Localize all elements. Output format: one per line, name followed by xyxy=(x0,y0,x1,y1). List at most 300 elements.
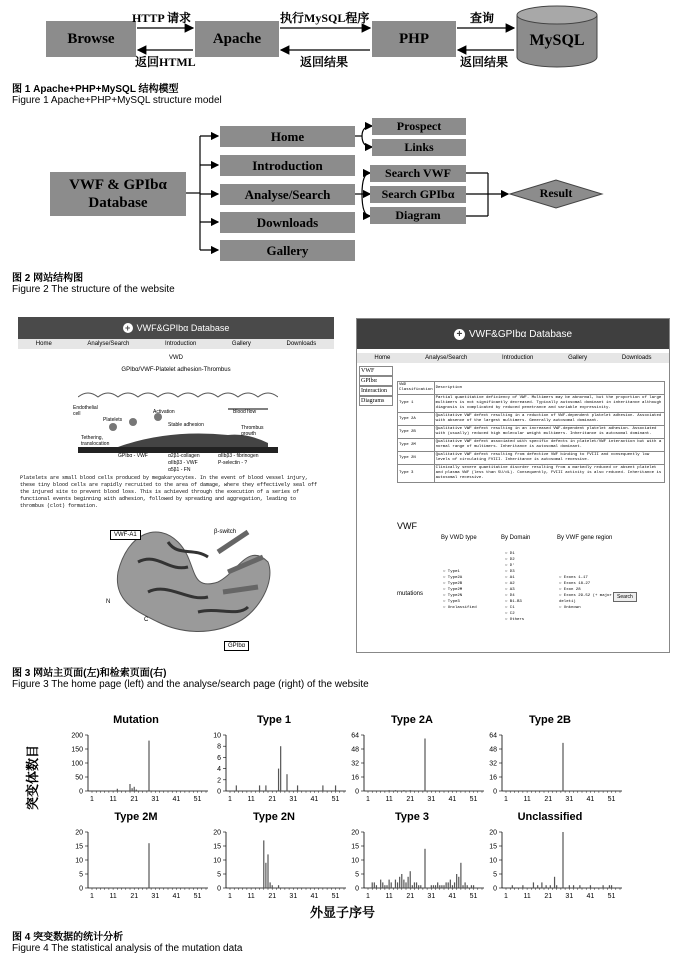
bar xyxy=(416,882,417,888)
y-tick-label: 0 xyxy=(355,788,359,796)
y-tick-label: 15 xyxy=(489,843,497,851)
y-tick-label: 2 xyxy=(217,777,221,785)
y-tick-label: 15 xyxy=(75,843,83,851)
bar xyxy=(448,882,449,888)
y-tick-label: 16 xyxy=(351,774,359,782)
site-title: VWF&GPIbα Database xyxy=(136,323,230,333)
y-tick-label: 15 xyxy=(351,843,359,851)
chart-title: Mutation xyxy=(113,714,159,726)
bar xyxy=(117,789,118,791)
row-desc: Qualitative VWF defect associated with specific defects in platelet/VWF interaction but with a normal range of multimers. Inheritance is autosomal dominant. xyxy=(434,439,664,452)
diagram-labels xyxy=(73,397,283,473)
table-row xyxy=(398,426,665,439)
x-tick-label: 11 xyxy=(523,796,531,803)
filter-head-type: By VWD type xyxy=(441,535,477,541)
x-tick-label: 41 xyxy=(310,796,319,803)
lbl-tethering: Tethering, translocation xyxy=(81,435,110,447)
chart-panel xyxy=(489,811,622,900)
bar xyxy=(374,882,375,888)
nav-downloads[interactable]: Downloads xyxy=(286,341,317,347)
fig1-caption-en: Figure 1 Apache+PHP+MySQL structure model xyxy=(12,95,222,106)
bar xyxy=(431,885,432,888)
domain-radio[interactable]: ○ Others xyxy=(505,618,525,622)
x-tick-label: 31 xyxy=(427,893,436,900)
x-tick-label: 31 xyxy=(289,796,298,803)
table-row xyxy=(398,395,665,413)
bar xyxy=(259,785,260,791)
x-tick-label: 51 xyxy=(607,796,616,803)
bar xyxy=(236,785,237,791)
mutation-charts xyxy=(0,705,682,905)
domain-radio[interactable]: ○ D1 xyxy=(505,552,515,556)
row-desc: Partial quantitative deficiency of VWF. Multimers may be abnormal, but the proportion of large multimers is not significantly decreased. Typically autosomal dominant in inheritance although diagnosis is complicated by reduced penetrance and variable expressivity. xyxy=(434,395,664,413)
home-page-screenshot xyxy=(18,317,334,655)
x-tick-label: 31 xyxy=(151,893,160,900)
chart-title: Type 3 xyxy=(394,811,430,823)
bar xyxy=(550,885,551,888)
fig4-ylabel: 突变体数目 xyxy=(25,744,40,810)
y-tick-label: 10 xyxy=(213,732,221,740)
fig1-caption-cn: 图 1 Apache+PHP+MySQL 结构模型 xyxy=(12,84,179,95)
y-tick-label: 64 xyxy=(489,732,497,740)
row-type: Type 1 xyxy=(398,395,435,413)
y-tick-label: 50 xyxy=(75,774,83,782)
filter-head-domain: By Domain xyxy=(501,535,531,541)
x-tick-label: 1 xyxy=(228,796,232,803)
y-tick-label: 0 xyxy=(493,788,497,796)
bar xyxy=(322,785,323,791)
bar xyxy=(395,790,396,791)
bar xyxy=(391,882,392,888)
prospect-node: Prospect xyxy=(372,118,466,135)
chart-title: Type 2A xyxy=(391,714,433,726)
vwd-type-radio[interactable]: ○ Type2N xyxy=(443,594,463,598)
bar xyxy=(454,882,455,888)
bar xyxy=(562,832,563,888)
th-description: Description xyxy=(434,382,664,395)
bar xyxy=(278,769,279,791)
fig3-caption-en: Figure 3 The home page (left) and the analyse/search page (right) of the website xyxy=(12,679,369,690)
x-tick-label: 21 xyxy=(406,893,415,900)
chart-title: Type 2N xyxy=(253,811,295,823)
y-tick-label: 32 xyxy=(489,760,497,768)
row-desc: Qualitative VWF defect resulting in a reduction of VWF-dependent platelet adhesion. Associated with absence of the largest multimers. Generally autosomal dominant. xyxy=(434,413,664,426)
bar xyxy=(562,743,563,791)
y-tick-label: 10 xyxy=(351,857,359,865)
x-tick-label: 1 xyxy=(504,893,508,900)
x-tick-label: 21 xyxy=(406,796,415,803)
y-tick-label: 16 xyxy=(489,774,497,782)
bar xyxy=(541,882,542,888)
side-diagrams[interactable]: Diagrams xyxy=(359,396,393,406)
bar xyxy=(473,885,474,888)
domain-radio[interactable]: ○ D' xyxy=(505,564,515,568)
y-tick-label: 64 xyxy=(351,732,359,740)
y-tick-label: 8 xyxy=(217,743,221,751)
region-radio[interactable]: ○ Exons 18-27 xyxy=(559,582,591,586)
links-node: Links xyxy=(372,139,466,156)
bar xyxy=(462,885,463,888)
mysql-node-label: MySQL xyxy=(529,32,585,49)
region-radio[interactable]: ○ Unknown xyxy=(559,606,581,610)
plus-icon: + xyxy=(123,323,133,333)
result-node-label: Result xyxy=(539,186,573,200)
bar xyxy=(458,877,459,888)
root-node xyxy=(50,172,186,216)
bar xyxy=(280,746,281,791)
y-tick-label: 5 xyxy=(493,871,497,879)
bar xyxy=(533,882,534,888)
chart-panel xyxy=(213,811,346,900)
bar xyxy=(450,880,451,888)
row-desc: Qualitative VWF defect resulting in an increased VWF-dependent platelet adhesion. Associated with (usually) reduced high molecular weight multimers. Inheritance is autosomal dominant. xyxy=(434,426,664,439)
bar xyxy=(405,882,406,888)
vwd-type-options xyxy=(443,569,477,611)
nav2-downloads[interactable]: Downloads xyxy=(621,355,652,361)
home-header xyxy=(18,317,334,339)
bar xyxy=(267,854,268,888)
site-title-2: VWF&GPIbα Database xyxy=(468,328,573,340)
domain-radio[interactable]: ○ B1-B3 xyxy=(505,600,522,604)
lbl-activation: Activation xyxy=(153,409,175,415)
gallery-node: Gallery xyxy=(220,240,355,261)
x-tick-label: 21 xyxy=(130,796,139,803)
bar xyxy=(386,885,387,888)
side-interaction[interactable]: Interaction xyxy=(359,386,393,396)
y-tick-label: 20 xyxy=(351,829,359,837)
table-row xyxy=(398,413,665,426)
return-html-label: 返回HTML xyxy=(135,55,196,69)
y-tick-label: 0 xyxy=(79,885,83,893)
region-radio[interactable]: ○ Exon 28 xyxy=(559,588,581,592)
fig2-caption-cn: 图 2 网站结构图 xyxy=(12,273,84,284)
mutations-label: mutations xyxy=(397,591,424,597)
lbl-fibrinogen: αIIbβ3 - fibrinogen xyxy=(218,453,259,459)
search-vwf-node: Search VWF xyxy=(370,165,466,182)
bar xyxy=(611,885,612,888)
x-tick-label: 21 xyxy=(130,893,139,900)
x-tick-label: 41 xyxy=(172,796,181,803)
nav-gallery[interactable]: Gallery xyxy=(231,341,251,347)
x-tick-label: 1 xyxy=(366,893,370,900)
chart-panel xyxy=(213,714,346,803)
browse-node: Browse xyxy=(46,21,136,57)
bar xyxy=(265,863,266,888)
bar xyxy=(418,885,419,888)
c-term-label: C xyxy=(144,617,149,623)
query-label: 查询 xyxy=(470,11,495,25)
vwd-type-radio[interactable]: ○ Type1 xyxy=(443,570,460,574)
domain-radio[interactable]: ○ D2 xyxy=(505,558,515,562)
th-classification: VWD Classification xyxy=(398,382,435,395)
y-tick-label: 5 xyxy=(217,871,221,879)
bar xyxy=(424,739,425,792)
y-tick-label: 6 xyxy=(217,754,221,762)
domain-radio[interactable]: ○ A1 xyxy=(505,576,515,580)
bar xyxy=(424,849,425,888)
y-tick-label: 150 xyxy=(71,746,83,754)
bar xyxy=(435,885,436,888)
bar xyxy=(399,877,400,888)
row-type: Type 2B xyxy=(398,426,435,439)
bar xyxy=(467,885,468,888)
x-tick-label: 1 xyxy=(90,893,94,900)
x-tick-label: 11 xyxy=(247,893,255,900)
vwd-type-radio[interactable]: ○ Type2B xyxy=(443,582,463,586)
region-options xyxy=(559,575,613,611)
diagram-node: Diagram xyxy=(370,207,466,224)
x-tick-label: 51 xyxy=(331,796,340,803)
vwf-a1-box: VWF-A1 xyxy=(110,530,141,540)
y-tick-label: 0 xyxy=(79,788,83,796)
bar xyxy=(335,785,336,791)
bar xyxy=(609,885,610,888)
y-tick-label: 48 xyxy=(489,746,497,754)
nav-home[interactable]: Home xyxy=(35,341,52,347)
x-tick-label: 31 xyxy=(151,796,160,803)
root-line-2: Database xyxy=(88,195,148,211)
bar xyxy=(554,877,555,888)
bar xyxy=(569,885,570,888)
x-tick-label: 31 xyxy=(565,893,574,900)
bar xyxy=(546,885,547,888)
domain-options xyxy=(505,551,524,623)
lbl-fn: α5β1 - FN xyxy=(168,467,191,473)
domain-radio[interactable]: ○ C1 xyxy=(505,606,515,610)
domain-radio[interactable]: ○ C2 xyxy=(505,612,515,616)
fig2-caption-en: Figure 2 The structure of the website xyxy=(12,284,175,295)
bar xyxy=(433,885,434,888)
bar xyxy=(129,784,130,791)
x-tick-label: 31 xyxy=(427,796,436,803)
x-tick-label: 11 xyxy=(385,893,393,900)
php-node: PHP xyxy=(372,21,456,57)
exec-mysql-label: 执行MySQL程序 xyxy=(280,11,370,25)
bar xyxy=(573,885,574,888)
downloads-node: Downloads xyxy=(220,212,355,233)
chart-title: Unclassified xyxy=(517,811,583,823)
vwd-type-radio[interactable]: ○ Type2M xyxy=(443,588,463,592)
chart-title: Type 1 xyxy=(256,714,292,726)
home-node: Home xyxy=(220,126,355,147)
x-tick-label: 51 xyxy=(193,796,202,803)
bar xyxy=(465,882,466,888)
bar xyxy=(297,785,298,791)
x-tick-label: 41 xyxy=(448,796,457,803)
x-tick-label: 11 xyxy=(385,796,393,803)
analyse-search-node: Analyse/Search xyxy=(220,184,355,205)
x-tick-label: 21 xyxy=(544,796,553,803)
x-tick-label: 1 xyxy=(228,893,232,900)
fig4-caption-en: Figure 4 The statistical analysis of the mutation data xyxy=(12,943,243,954)
table-row xyxy=(398,465,665,483)
domain-radio[interactable]: ○ D3 xyxy=(505,570,515,574)
bar xyxy=(522,885,523,888)
x-tick-label: 21 xyxy=(268,796,277,803)
bar xyxy=(384,885,385,888)
region-radio[interactable]: ○ Exons 1-17 xyxy=(559,576,588,580)
y-tick-label: 5 xyxy=(79,871,83,879)
bar xyxy=(372,882,373,888)
vwd-heading: VWD xyxy=(169,355,183,361)
vwd-type-radio[interactable]: ○ Type3 xyxy=(443,600,460,604)
lbl-stable-adhesion: Stable adhesion xyxy=(168,422,204,428)
row-type: Type 2N xyxy=(398,452,435,465)
y-tick-label: 20 xyxy=(489,829,497,837)
return-result-label-2: 返回结果 xyxy=(460,55,509,69)
x-tick-label: 31 xyxy=(289,893,298,900)
bar xyxy=(403,880,404,888)
bar xyxy=(382,882,383,888)
y-tick-label: 20 xyxy=(213,829,221,837)
bar xyxy=(512,885,513,888)
apache-node: Apache xyxy=(195,21,279,57)
x-tick-label: 1 xyxy=(90,796,94,803)
return-result-label-1: 返回结果 xyxy=(300,55,349,69)
lbl-thrombus-growth: Thrombus growth xyxy=(241,425,264,437)
x-tick-label: 21 xyxy=(268,893,277,900)
chart-title: Type 2M xyxy=(114,811,158,823)
x-tick-label: 51 xyxy=(469,796,478,803)
bar xyxy=(397,882,398,888)
chart-panel xyxy=(75,811,208,900)
search-gpiba-node: Search GPIbα xyxy=(370,186,466,203)
n-term-label: N xyxy=(106,599,111,605)
y-tick-label: 0 xyxy=(493,885,497,893)
x-tick-label: 41 xyxy=(586,893,595,900)
x-tick-label: 21 xyxy=(544,893,553,900)
domain-radio[interactable]: ○ A3 xyxy=(505,588,515,592)
domain-radio[interactable]: ○ D4 xyxy=(505,594,515,598)
search-page-screenshot xyxy=(356,318,670,653)
vwd-table xyxy=(397,381,665,483)
table-row xyxy=(398,452,665,465)
y-tick-label: 200 xyxy=(71,732,83,740)
nav2-home[interactable]: Home xyxy=(374,355,391,361)
side-menu xyxy=(359,366,393,406)
bar xyxy=(452,885,453,888)
lbl-collagen: α2β1-collagen xyxy=(168,453,200,459)
bar xyxy=(265,785,266,791)
bar xyxy=(148,741,149,791)
bar xyxy=(401,874,402,888)
side-vwf[interactable]: VWF xyxy=(359,366,393,376)
intro-paragraph: Platelets are small blood cells produced by megakaryocytes. In the event of blood vessel injury, these tiny blood cells are rapidly recruited to the area of damage, where they effectively seal off the injured site to prevent blood loss. This is achieved through the execution of a series of functional events beginning with adhesion, followed by spreading and aggregation, leading to thrombus (clot) formation. xyxy=(20,475,318,509)
lbl-p-selectin: P-selectin - ? xyxy=(218,460,248,466)
x-tick-label: 1 xyxy=(504,796,508,803)
bar xyxy=(408,877,409,888)
bar xyxy=(456,874,457,888)
y-tick-label: 48 xyxy=(351,746,359,754)
search-nav xyxy=(357,353,669,363)
vwd-type-radio[interactable]: ○ Unclassified xyxy=(443,606,477,610)
search-button[interactable]: Search xyxy=(613,592,637,602)
y-tick-label: 0 xyxy=(355,885,359,893)
bar xyxy=(403,790,404,791)
x-tick-label: 51 xyxy=(331,893,340,900)
bar xyxy=(380,880,381,888)
nav2-introduction[interactable]: Introduction xyxy=(501,355,534,361)
y-tick-label: 10 xyxy=(75,857,83,865)
row-desc: Qualitative VWF defect resulting from defective VWF binding to FVIII and consequently low levels of circulating FVIII. Inheritance is autosomal recessive. xyxy=(434,452,664,465)
chart-panel xyxy=(71,714,208,803)
gpiba-box: GPIbα xyxy=(224,641,249,651)
x-tick-label: 41 xyxy=(310,893,319,900)
y-tick-label: 100 xyxy=(71,760,83,768)
http-request-label: HTTP 请求 xyxy=(132,11,192,25)
y-tick-label: 10 xyxy=(213,857,221,865)
y-tick-label: 5 xyxy=(355,871,359,879)
bar xyxy=(395,880,396,888)
x-tick-label: 41 xyxy=(172,893,181,900)
bar xyxy=(272,885,273,888)
y-tick-label: 4 xyxy=(217,766,221,774)
lbl-aiib-vwf: αIIbβ3 - VWF xyxy=(168,460,198,466)
x-tick-label: 41 xyxy=(448,893,457,900)
bar xyxy=(603,885,604,888)
row-type: Type 2M xyxy=(398,439,435,452)
diagram-title: GPIbα/VWF-Platelet adhesion-Thrombus xyxy=(121,367,231,373)
x-tick-label: 11 xyxy=(109,796,117,803)
x-tick-label: 51 xyxy=(607,893,616,900)
x-tick-label: 41 xyxy=(586,796,595,803)
introduction-node: Introduction xyxy=(220,155,355,176)
x-tick-label: 51 xyxy=(193,893,202,900)
bar xyxy=(412,885,413,888)
region-radio[interactable]: ○ Exons 29-52 (+ major deleti) xyxy=(559,594,612,604)
bar xyxy=(471,885,472,888)
bar xyxy=(410,871,411,888)
bar xyxy=(263,840,264,888)
bar xyxy=(439,885,440,888)
side-gpiba[interactable]: GPIbα xyxy=(359,376,393,386)
bar xyxy=(590,885,591,888)
table-row xyxy=(398,439,665,452)
beta-switch-label: β-switch xyxy=(214,529,237,535)
x-tick-label: 1 xyxy=(366,796,370,803)
domain-radio[interactable]: ○ A2 xyxy=(505,582,515,586)
x-tick-label: 51 xyxy=(469,893,478,900)
vwd-type-radio[interactable]: ○ Type2A xyxy=(443,576,463,580)
lbl-gpib-vwf: GPIbα - VWF xyxy=(118,453,148,459)
fig3-caption-cn: 图 3 网站主页面(左)和检索页面(右) xyxy=(12,668,167,679)
y-tick-label: 0 xyxy=(217,885,221,893)
search-header xyxy=(357,319,669,349)
bar xyxy=(437,882,438,888)
nav-introduction[interactable]: Introduction xyxy=(164,341,197,347)
vwf-section-heading: VWF xyxy=(397,521,417,531)
fig4-xlabel: 外显子序号 xyxy=(310,905,376,920)
chart-panel xyxy=(351,811,484,900)
bar xyxy=(389,790,390,791)
chart-title: Type 2B xyxy=(529,714,571,726)
bar xyxy=(443,885,444,888)
lbl-platelets: Platelets xyxy=(103,417,123,423)
nav-analyse-search[interactable]: Analyse/Search xyxy=(87,341,130,347)
x-tick-label: 11 xyxy=(109,893,117,900)
nav2-analyse-search[interactable]: Analyse/Search xyxy=(425,355,468,361)
nav2-gallery[interactable]: Gallery xyxy=(568,355,588,361)
bar xyxy=(537,885,538,888)
bar xyxy=(270,882,271,888)
bar xyxy=(136,790,137,791)
bar xyxy=(441,885,442,888)
fig4-caption-cn: 图 4 突变数据的统计分析 xyxy=(12,932,124,943)
bar xyxy=(389,880,390,888)
y-tick-label: 20 xyxy=(75,829,83,837)
y-tick-label: 32 xyxy=(351,760,359,768)
bar xyxy=(414,882,415,888)
